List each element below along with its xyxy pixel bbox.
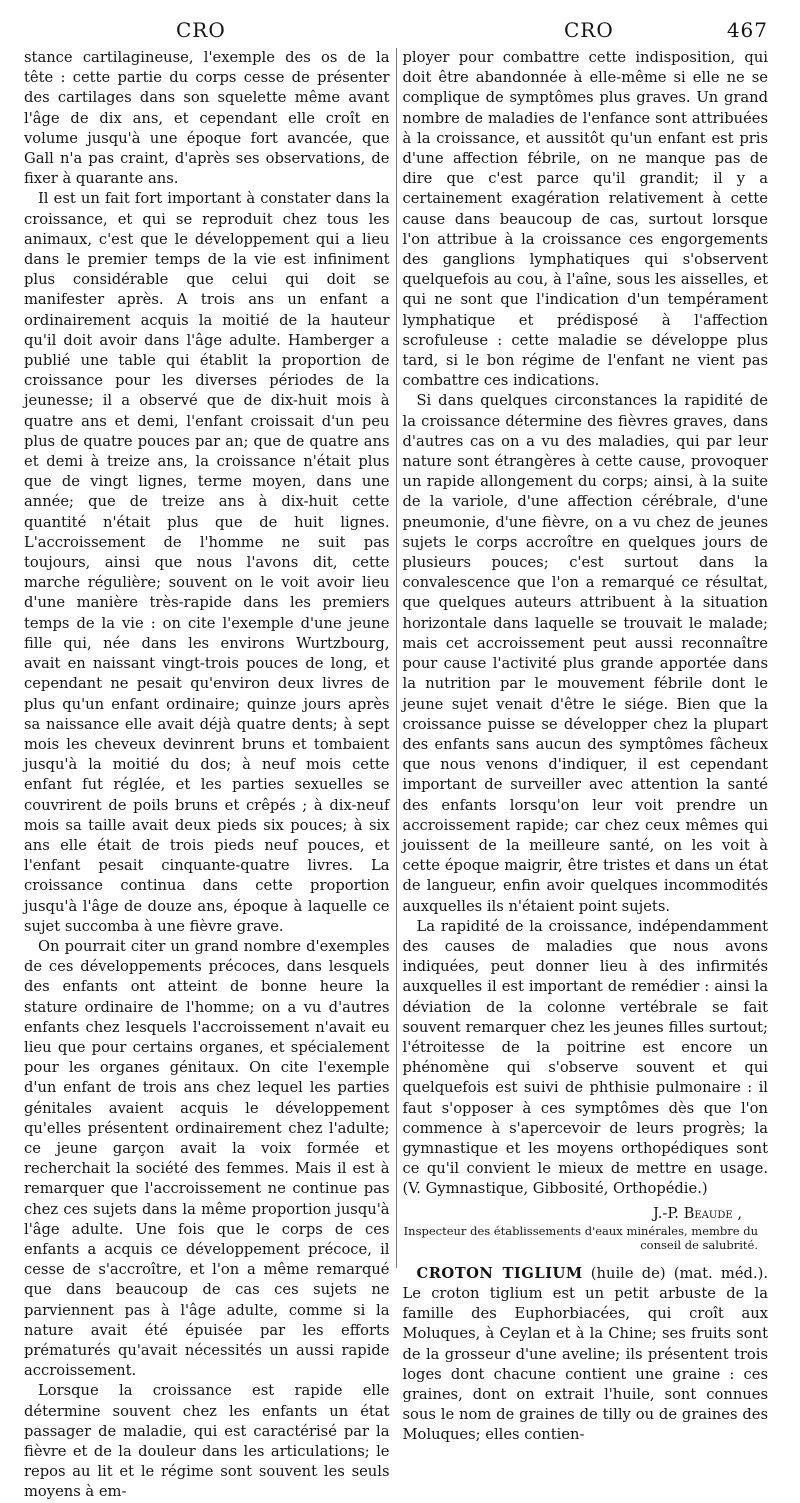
right-paragraph-1: ployer pour combattre cette indisposition, qui doit être abandonnée à elle-même si elle ne se complique de symptômes plus graves. Un grand nombre de maladies de l'enfance sont attribuées à la croissance, et aussitôt qu'un enfant est pris d'une affection fébrile, on ne manque pas de dire que c'est parce qu'il grandit; il y a certainement exagération relativement à cette cause dans beaucoup de cas, surtout lorsque l'on attribue à la croissance ces engorgements des ganglions lymphatiques qui s'observent quelquefois au cou, à l'aîne, sous les aisselles, et qui ne sont que l'indication d'un tempérament lymphatique et prédisposé à l'affection scrofuleuse : cette maladie se développe plus tard, si le bon régime de l'enfant ne vient pas combattre ces indications. (402, 49, 768, 390)
entry-gap (403, 1252, 769, 1264)
left-paragraph-4: Lorsque la croissance est rapide elle détermine souvent chez les enfants un état passager de maladie, qui est caractérisé par la fièvre et de la douleur dans les articulations; le repos au lit et le régime sont souvent les seuls moyens à em- (24, 1382, 390, 1501)
croton-entry (403, 1264, 769, 1446)
column-divider (396, 48, 397, 1268)
page-number: 467 (726, 18, 768, 42)
running-head (24, 8, 768, 48)
text-columns (24, 48, 768, 1503)
entry-headword: CROTON TIGLIUM (416, 1264, 583, 1282)
left-paragraph-2: Il est un fait fort important à constater dans la croissance, et qui se reproduit chez tous les animaux, c'est que le développement qui a lieu dans le premier temps de la vie est infiniment plus considérable que celui qui doit se manifester après. A trois ans un enfant a ordinairement acquis la moitié de la hauteur qu'il doit avoir dans l'âge adulte. Hamberger a publié une table qui établit la proportion de croissance pour les diverses périodes de la jeunesse; il a observé que de dix-huit mois à quatre ans et demi, l'enfant croissait d'un peu plus de quatre pouces par an; que de quatre ans et demi à treize ans, la croissance n'était plus que de vingt lignes, terme moyen, dans une année; que de treize ans à dix-huit cette quantité n'était plus que de huit lignes. L'accroissement de l'homme ne suit pas toujours, ainsi que nous l'avons dit, cette marche régulière; souvent on le voit avoir lieu d'une manière très-rapide dans les premiers temps de la vie : on cite l'exemple d'une jeune fille qui, née dans les environs Wurtzbourg, avait en naissant vingt-trois pouces de long, et cependant ne pesait qu'environ deux livres de plus qu'un enfant ordinaire; quinze jours après sa naissance elle avait déjà quatre dents; à sept mois les cheveux devinrent bruns et tombaient jusqu'à la moitié du dos; à neuf mois cette enfant fut réglée, et les parties sexuelles se couvrirent de poils bruns et crêpés ; à dix-neuf mois sa taille avait deux pieds six pouces; à six ans elle était de trois pieds neuf pouces, et l'enfant pesait cinquante-quatre livres. La croissance continua dans cette proportion jusqu'à l'âge de douze ans, époque à laquelle ce sujet succomba à une fièvre grave. (24, 190, 390, 935)
left-paragraph-1: stance cartilagineuse, l'exemple des os de la tête : cette partie du corps cesse de présenter des cartilages dans son squelette même avant l'âge de dix ans, et cependant elle croît en volume jusqu'à une époque fort avancée, que Gall n'a pas craint, d'après ses observations, de fixer à quarante ans. (24, 49, 390, 188)
right-paragraph-3: La rapidité de la croissance, indépendamment des causes de maladies que nous avons indiquées, peut donner lieu à des infirmités auxquelles il est important de remédier : ainsi la déviation de la colonne vertébrale se fait souvent remarquer chez les jeunes filles surtout; l'étroitesse de la poitrine est encore un phénomène qui s'observe souvent et qui quelquefois est suivi de phthisie pulmonaire : il faut s'opposer à ces symptômes dès que l'on commence à s'apercevoir de leurs progrès; la gymnastique et les moyens orthopédiques sont ce qu'il convient le mieux de mettre en usage. (V. Gymnastique, Gibbosité, Orthopédie.) (402, 917, 768, 1198)
left-paragraph-3: On pourrait citer un grand nombre d'exemples de ces développements précoces, dans lesquels des enfants ont atteint de bonne heure la stature ordinaire de l'homme; on a vu d'autres enfants chez lesquels l'accroissement n'avait eu lieu que pour certains organes, et spécialement pour les organes génitaux. On cite l'exemple d'un enfant de trois ans chez lequel les parties génitales avaient acquis le développement qu'elles présentent ordinairement chez l'adulte; ce jeune garçon avait la voix formée et recherchait la société des femmes. Mais il est à remarquer que l'accroissement ne continue pas chez ces sujets dans la même proportion jusqu'à l'âge adulte. Une fois que le corps de ces enfants a acquis ce développement précoce, il cesse de s'accroître, et l'on a même remarqué que dans beaucoup de cas ces sujets ne parviennent pas à l'âge adulte, comme si la nature avait été épuisée par les efforts prématurés qu'avait nécessités un aussi rapide accroissement. (24, 937, 390, 1380)
entry-text: (huile de) (mat. méd.). Le croton tiglium est un petit arbuste de la famille des Euphorbiacées, qui croît aux Moluques, à Ceylan et à la Chine; ses fruits sont de la grosseur d'une aveline; ils présentent trois loges dont chacune contient une graine : ces graines, dont on extrait l'huile, sont connues sous le nom de graines de tilly ou de graines des Moluques; elles contien- (402, 1264, 769, 1444)
right-paragraph-2: Si dans quelques circonstances la rapidité de la croissance détermine des fièvres graves, dans d'autres cas on a vu des maladies, qui par leur nature sont étrangères à cette cause, provoquer un rapide allongement du corps; ainsi, à la suite de la variole, d'une affection cérébrale, d'une pneumonie, d'une fièvre, on a vu chez de jeunes sujets le corps accroître en quelques jours de plusieurs pouces; c'est surtout dans la convalescence que l'on a remarqué ce résultat, que quelques auteurs attribuent à la situation horizontale dans laquelle se trouvait le malade; mais cet accroissement peut aussi reconnaître pour cause l'activité plus grande apportée dans la nutrition par le mouvement fébrile dont le jeune sujet venait d'être le siége. Bien que la croissance puisse se développer chez la plupart des enfants sans aucun des symptômes fâcheux que nous venons d'indiquer, il est cependant important de surveiller avec attention la santé des enfants lorsqu'on leur voit prendre un accroissement rapide; car chez ceux mêmes qui jouissent de la meilleure santé, on les voit à cette époque maigrir, être tristes et dans un état de langueur, enfin avoir quelques incommodités auxquelles ils n'étaient point sujets. (402, 392, 768, 915)
running-head-center: CRO (564, 18, 614, 42)
running-head-left: CRO (176, 18, 226, 42)
author-signature: J.-P. Beaude , (652, 1204, 742, 1222)
author-title: Inspecteur des établissements d'eaux minérales, membre du conseil de salubrité. (403, 1223, 758, 1252)
right-column (403, 48, 769, 1446)
left-column (24, 48, 390, 1503)
